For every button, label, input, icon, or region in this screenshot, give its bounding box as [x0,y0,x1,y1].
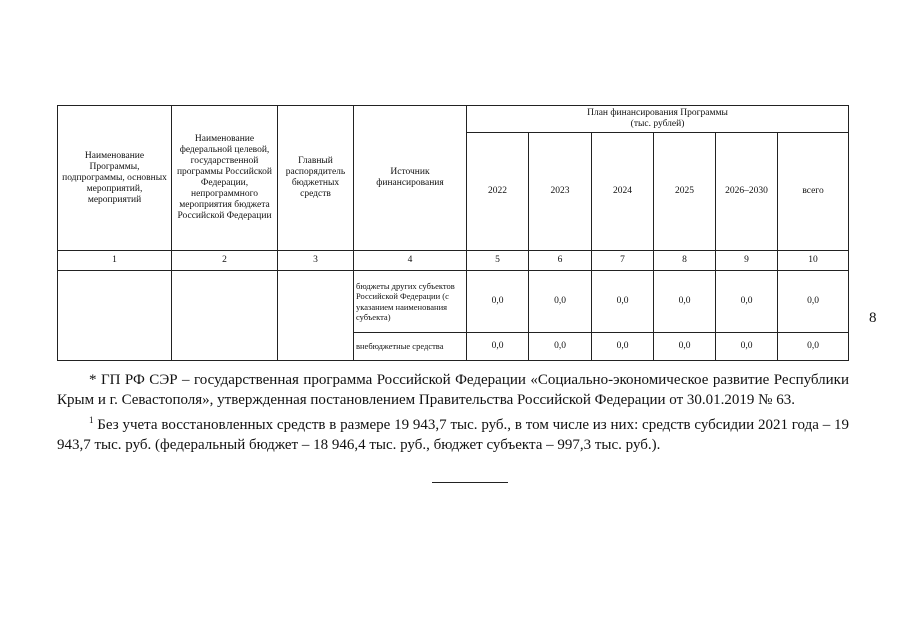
footnote-1-text: Без учета восстановленных средств в размере 19 943,7 тыс. руб., в том числе из них: средств субсидии 2021 года – 19 943,7 тыс. руб. (федеральный бюджет – 18 946,4 тыс. руб., бюджет субъекта – 997,3 тыс. руб.). [57,417,849,453]
value-cell: 0,0 [778,333,849,361]
footnote-1-mark: 1 [89,415,94,425]
footnote-star: * ГП РФ СЭР – государственная программа Российской Федерации «Социально-экономическое развитие Республики Крым и г. Севастополя», утвержденная постановлением Правительства Российской Федерации от 30.01.2019 № 63. [57,372,849,408]
column-number: 4 [354,251,467,271]
header-year: 2026–2030 [716,133,778,251]
column-number: 2 [172,251,278,271]
column-number-row [58,251,849,271]
financing-plan-unit: (тыс. рублей) [630,119,685,129]
header-year: 2025 [654,133,716,251]
footnote-1 [57,410,849,455]
column-number: 3 [278,251,354,271]
value-cell: 0,0 [654,333,716,361]
financing-plan-title: План финансирования Программы [587,108,728,118]
program-name-cell [58,271,172,361]
value-cell: 0,0 [654,271,716,333]
funding-source-cell: внебюджетные средства [354,333,467,361]
column-number: 5 [467,251,529,271]
footnotes [57,370,849,455]
column-number: 9 [716,251,778,271]
header-program-name: Наименование Программы, подпрограммы, основных мероприятий, мероприятий [58,106,172,251]
column-number: 6 [529,251,592,271]
page-number: 8 [869,310,877,326]
column-number: 1 [58,251,172,271]
funding-source-cell: бюджеты других субъектов Российской Федерации (с указанием наименования субъекта) [354,271,467,333]
header-year: 2023 [529,133,592,251]
table-row [58,271,849,333]
column-number: 7 [592,251,654,271]
value-cell: 0,0 [467,333,529,361]
closing-rule [432,482,508,483]
header-year: 2024 [592,133,654,251]
value-cell: 0,0 [592,333,654,361]
value-cell: 0,0 [716,333,778,361]
header-federal-program: Наименование федеральной целевой, государственной программы Российской Федерации, непрограммного мероприятия бюджета Российской Федерации [172,106,278,251]
value-cell: 0,0 [592,271,654,333]
value-cell: 0,0 [467,271,529,333]
header-total: всего [778,133,849,251]
column-number: 8 [654,251,716,271]
header-year: 2022 [467,133,529,251]
value-cell: 0,0 [778,271,849,333]
value-cell: 0,0 [529,271,592,333]
budget-manager-cell [278,271,354,361]
financing-table [57,105,849,361]
header-budget-manager: Главный распорядитель бюджетных средств [278,106,354,251]
header-financing-plan [467,106,849,133]
value-cell: 0,0 [716,271,778,333]
federal-program-cell [172,271,278,361]
column-number: 10 [778,251,849,271]
header-funding-source: Источник финансирования [354,106,467,251]
value-cell: 0,0 [529,333,592,361]
